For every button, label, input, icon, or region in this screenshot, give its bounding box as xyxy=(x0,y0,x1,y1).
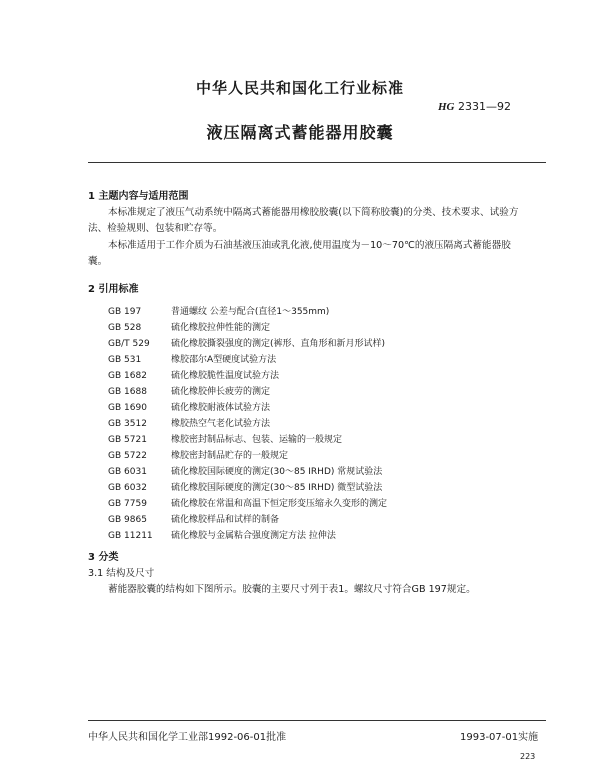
reference-item xyxy=(108,528,336,541)
reference-code: GB 11211 xyxy=(108,531,153,541)
implementation-date: 1993-07-01实施 xyxy=(460,732,539,743)
reference-code: GB 9865 xyxy=(108,515,147,525)
section-1-paragraph-2-line-1: 本标准适用于工作介质为石油基液压油或乳化液,使用温度为－10～70℃的液压隔离式蓄能器胶 xyxy=(108,240,511,251)
reference-item xyxy=(108,384,270,397)
reference-title: 橡胶密封制品标志、包装、运输的一般规定 xyxy=(171,435,343,445)
standard-code xyxy=(438,100,511,113)
reference-code: GB 5722 xyxy=(108,451,147,461)
reference-title: 硫化橡胶在常温和高温下恒定形变压缩永久变形的测定 xyxy=(171,499,388,509)
reference-code: GB 1688 xyxy=(108,387,147,397)
section-3-1-paragraph: 蓄能器胶囊的结构如下图所示。胶囊的主要尺寸列于表1。螺纹尺寸符合GB 197规定。 xyxy=(108,584,476,595)
header-divider xyxy=(88,162,546,163)
reference-code: GB 1682 xyxy=(108,371,147,381)
reference-code: GB 531 xyxy=(108,355,142,365)
footer-divider xyxy=(88,720,546,721)
reference-title: 硫化橡胶脆性温度试验方法 xyxy=(171,371,280,381)
reference-code: GB 6031 xyxy=(108,467,147,477)
reference-title: 橡胶密封制品贮存的一般规定 xyxy=(171,451,289,461)
reference-item xyxy=(108,464,382,477)
section-1-paragraph-1-line-1: 本标准规定了液压气动系统中隔离式蓄能器用橡胶胶囊(以下简称胶囊)的分类、技术要求、试验方 xyxy=(108,207,519,218)
reference-code: GB 6032 xyxy=(108,483,147,493)
section-3-heading: 3 分类 xyxy=(88,552,119,563)
reference-title: 硫化橡胶耐液体试验方法 xyxy=(171,403,271,413)
reference-item xyxy=(108,336,385,349)
reference-title: 普通螺纹 公差与配合(直径1～355mm) xyxy=(171,307,330,317)
reference-title: 橡胶邵尔A型硬度试验方法 xyxy=(171,355,277,365)
reference-item xyxy=(108,400,270,413)
reference-title: 硫化橡胶撕裂强度的测定(裤形、直角形和新月形试样) xyxy=(171,339,386,349)
standard-category-header: 中华人民共和国化工行业标准 xyxy=(195,79,404,97)
section-2-heading: 2 引用标准 xyxy=(88,284,139,295)
reference-code: GB 1690 xyxy=(108,403,147,413)
reference-item xyxy=(108,480,382,493)
reference-code: GB 3512 xyxy=(108,419,147,429)
page-number: 223 xyxy=(520,752,536,761)
reference-item xyxy=(108,496,387,509)
section-1-paragraph-2-line-2: 囊。 xyxy=(88,256,108,267)
reference-code: GB 5721 xyxy=(108,435,147,445)
reference-code: GB 197 xyxy=(108,307,142,317)
standard-code-number: 2331—92 xyxy=(458,100,511,113)
reference-title: 硫化橡胶与金属粘合强度测定方法 拉伸法 xyxy=(171,531,336,541)
reference-item xyxy=(108,416,270,429)
reference-title: 硫化橡胶样品和试样的制备 xyxy=(171,515,280,525)
reference-item xyxy=(108,448,288,461)
reference-item xyxy=(108,368,279,381)
standard-code-prefix: HG xyxy=(438,101,455,113)
reference-title: 硫化橡胶国际硬度的测定(30～85 IRHD) 常规试验法 xyxy=(171,467,383,477)
reference-code: GB/T 529 xyxy=(108,339,150,349)
section-1-heading: 1 主题内容与适用范围 xyxy=(88,191,189,202)
reference-title: 硫化橡胶拉伸性能的测定 xyxy=(171,323,271,333)
reference-title: 橡胶热空气老化试验方法 xyxy=(171,419,271,429)
reference-item xyxy=(108,432,342,445)
reference-item xyxy=(108,352,276,365)
document-title: 液压隔离式蓄能器用胶囊 xyxy=(206,123,394,142)
approval-date: 中华人民共和国化学工业部1992-06-01批准 xyxy=(88,732,287,743)
reference-item xyxy=(108,304,329,317)
section-1-paragraph-1-line-2: 法、检验规则、包装和贮存等。 xyxy=(88,223,223,234)
section-3-1-heading: 3.1 结构及尺寸 xyxy=(88,568,155,579)
reference-code: GB 7759 xyxy=(108,499,147,509)
reference-title: 硫化橡胶伸长疲劳的测定 xyxy=(171,387,271,397)
reference-item xyxy=(108,512,279,525)
reference-title: 硫化橡胶国际硬度的测定(30～85 IRHD) 微型试验法 xyxy=(171,483,383,493)
reference-item xyxy=(108,320,270,333)
reference-code: GB 528 xyxy=(108,323,142,333)
